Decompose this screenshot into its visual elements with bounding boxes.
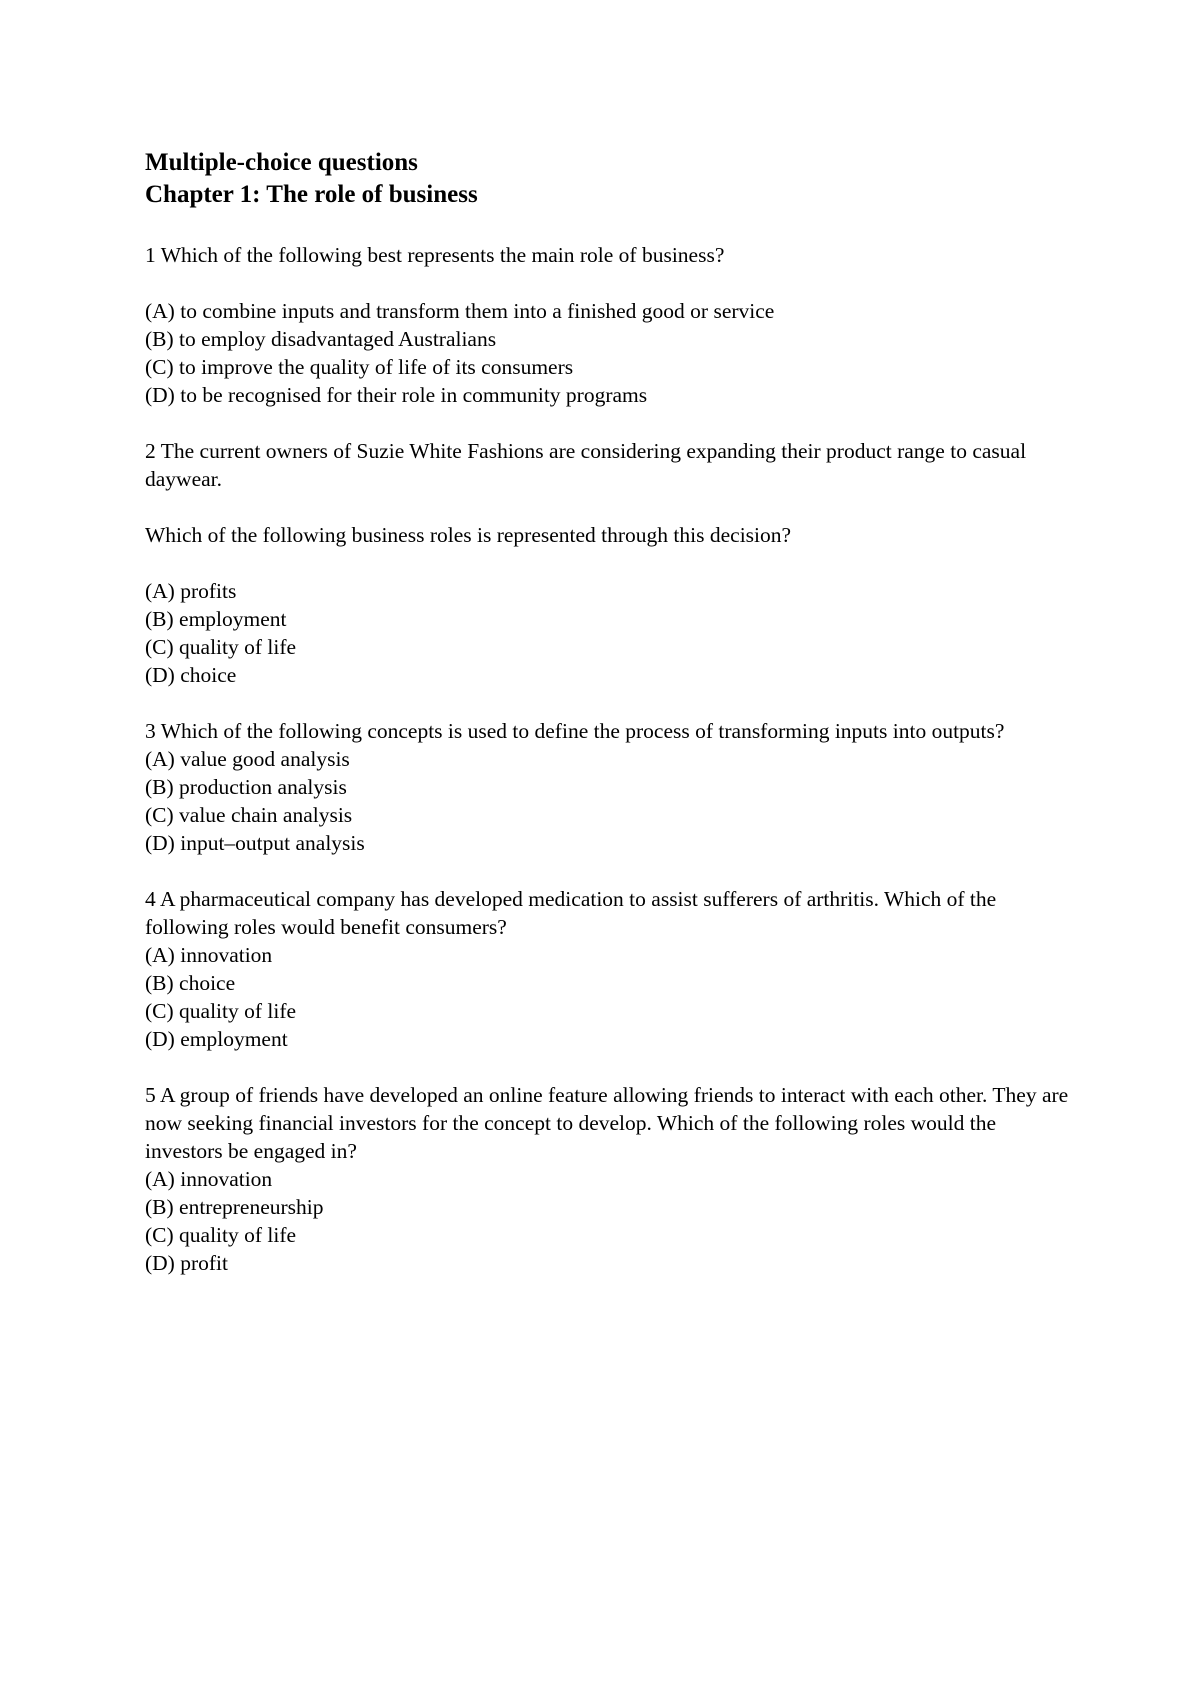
- option-a: (A) innovation: [145, 943, 273, 967]
- option-b: (B) choice: [145, 971, 236, 995]
- option-a: (A) value good analysis: [145, 747, 350, 771]
- question-3: [145, 717, 1075, 857]
- option-a: (A) to combine inputs and transform them into a finished good or service: [145, 299, 775, 323]
- question-text: 2 The current owners of Suzie White Fashions are considering expanding their product range to casual daywear.: [145, 439, 1027, 491]
- question-text: 3 Which of the following concepts is used to define the process of transforming inputs into outputs?: [145, 719, 1005, 743]
- option-d: (D) to be recognised for their role in community programs: [145, 383, 648, 407]
- question-text: 1 Which of the following best represents the main role of business?: [145, 243, 725, 267]
- question-text: 5 A group of friends have developed an online feature allowing friends to interact with each other. They are now seeking financial investors for the concept to develop. Which of the following roles would the investors be engaged in?: [145, 1083, 1069, 1163]
- option-c: (C) quality of life: [145, 1223, 297, 1247]
- question-subtext: Which of the following business roles is represented through this decision?: [145, 523, 792, 547]
- option-d: (D) input–output analysis: [145, 831, 365, 855]
- question-1: [145, 241, 1075, 409]
- option-b: (B) production analysis: [145, 775, 347, 799]
- option-a: (A) innovation: [145, 1167, 273, 1191]
- question-5: [145, 1081, 1075, 1277]
- option-b: (B) entrepreneurship: [145, 1195, 324, 1219]
- answer-options: [145, 941, 1075, 1053]
- option-c: (C) quality of life: [145, 635, 297, 659]
- chapter-title: Chapter 1: The role of business: [145, 181, 478, 208]
- answer-options: [145, 577, 1075, 689]
- option-d: (D) employment: [145, 1027, 288, 1051]
- option-b: (B) employment: [145, 607, 287, 631]
- answer-options: [145, 297, 1075, 409]
- question-text: 4 A pharmaceutical company has developed medication to assist sufferers of arthritis. Which of the following roles would benefit consumers?: [145, 887, 997, 939]
- option-c: (C) value chain analysis: [145, 803, 353, 827]
- answer-options: [145, 745, 1075, 857]
- option-d: (D) profit: [145, 1251, 228, 1275]
- option-d: (D) choice: [145, 663, 237, 687]
- option-a: (A) profits: [145, 579, 237, 603]
- document-page: [145, 0, 1075, 1698]
- questions-list: [145, 241, 1075, 1305]
- option-b: (B) to employ disadvantaged Australians: [145, 327, 497, 351]
- option-c: (C) to improve the quality of life of its consumers: [145, 355, 574, 379]
- option-c: (C) quality of life: [145, 999, 297, 1023]
- document-title: Multiple-choice questions: [145, 149, 418, 176]
- answer-options: [145, 1165, 1075, 1277]
- question-4: [145, 885, 1075, 1053]
- question-2: [145, 437, 1075, 689]
